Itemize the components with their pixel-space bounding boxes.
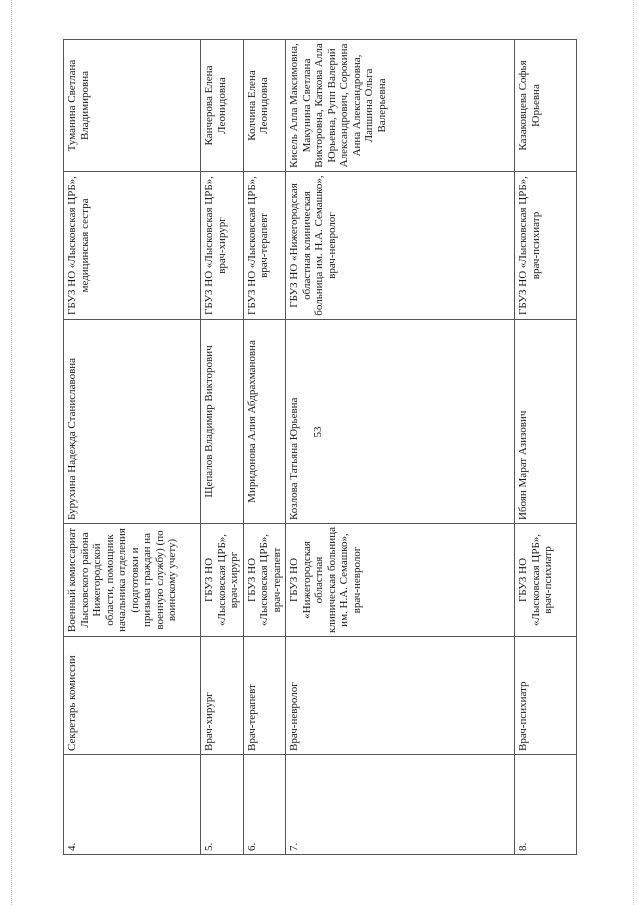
row-name: Козлова Татьяна Юрьевна xyxy=(286,320,515,524)
row-name: Ибоян Марат Азизович xyxy=(515,320,577,524)
page-number: 53 xyxy=(312,426,324,438)
row-reserve-organization: ГБУЗ НО «Нижегородская областная клиническая больница им. Н.А. Семашко», врач-невролог xyxy=(286,172,515,320)
row-role: Врач-психиатр xyxy=(515,637,577,755)
scan-edge-right xyxy=(633,0,634,905)
rotated-table-container xyxy=(63,40,575,855)
row-role: Врач-невролог xyxy=(286,637,515,755)
row-name: Бурухина Надежда Станиславовна xyxy=(64,320,201,524)
row-number: 7. xyxy=(286,755,515,855)
row-organization: ГБУЗ НО «Лысковская ЦРБ», врач-хирург xyxy=(201,524,244,637)
table-row xyxy=(243,40,286,855)
row-number: 8. xyxy=(515,755,577,855)
table-row xyxy=(286,40,515,855)
row-reserve-organization: ГБУЗ НО «Лысковская ЦРБ», медицинская сестра xyxy=(64,172,201,320)
table-row xyxy=(515,40,577,855)
row-number: 4. xyxy=(64,755,201,855)
table-row xyxy=(64,40,201,855)
row-number: 5. xyxy=(201,755,244,855)
row-organization: Военный комиссариат Лысковского района Нижегородской области, помощник начальника отделения (подготовки и призыва граждан на военную службу) (по воинскому учету) xyxy=(64,524,201,637)
row-organization: ГБУЗ НО «Нижегородская областная клиническая больница им. Н.А. Семашко», врач-невролог xyxy=(286,524,515,637)
row-organization: ГБУЗ НО «Лысковская ЦРБ», врач-психиатр xyxy=(515,524,577,637)
commission-table xyxy=(63,39,577,855)
row-name: Миридонова Алия Абдрахмановна xyxy=(243,320,286,524)
row-reserve-name: Колчина Елена Леонидовна xyxy=(243,40,286,172)
scan-edge-left xyxy=(11,0,12,905)
row-organization: ГБУЗ НО «Лысковская ЦРБ», врач-терапевт xyxy=(243,524,286,637)
row-role: Врач-терапевт xyxy=(243,637,286,755)
row-role: Секретарь комиссии xyxy=(64,637,201,755)
row-reserve-organization: ГБУЗ НО «Лысковская ЦРБ», врач-психиатр xyxy=(515,172,577,320)
row-role: Врач-хирург xyxy=(201,637,244,755)
row-number: 6. xyxy=(243,755,286,855)
row-reserve-name: Кисель Алла Максимовна, Макунина Светлана Викторовна, Каткова Алла Юрьевна, Рупп Валерий Александрович, Сорокина Анна Александровна, Лапшина Ольга Валерьевна xyxy=(286,40,515,172)
row-reserve-name: Канчерова Елена Леонидовна xyxy=(201,40,244,172)
row-name: Щепалов Владимир Викторович xyxy=(201,320,244,524)
row-reserve-organization: ГБУЗ НО «Лысковская ЦРБ», врач-терапевт xyxy=(243,172,286,320)
row-reserve-name: Туманина Светлана Владимировна xyxy=(64,40,201,172)
row-reserve-name: Казаковцева Софья Юрьевна xyxy=(515,40,577,172)
table-row xyxy=(201,40,244,855)
row-reserve-organization: ГБУЗ НО «Лысковская ЦРБ», врач-хирург xyxy=(201,172,244,320)
